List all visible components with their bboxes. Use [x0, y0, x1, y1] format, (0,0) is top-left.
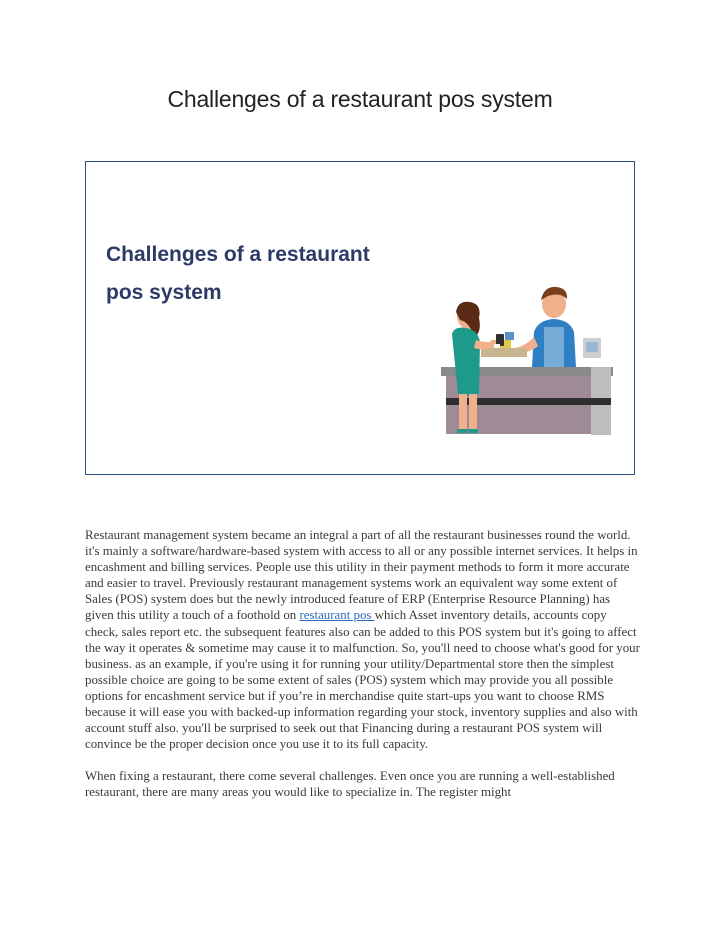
paragraph-2: When fixing a restaurant, there come several challenges. Even once you are running a well-established restaurant, there are many areas you would like to specialize in. The register might	[85, 769, 615, 800]
paragraph-1-part-2: which Asset inventory details, accounts copy check, sales report etc. the subsequent features also can be added to this POS system but it's going to affect the way it operates & sometime may cause it to malfunction. So, you'll need to choose what's good for your business. as an example, if you're using it for running your utility/Departmental store then the simplest possible choice are going to be some extent of sales (POS) system which may provide you all possible options for encashment service but if you’re in merchandise quite start-ups you want to choose RMS because it will ease you with backed-up information regarding your stock, inventory supplies and also with account stuff also. you'll be surprised to seek out that Financing during a restaurant POS system will convince be the proper decision once you use it to its full capacity.	[85, 608, 640, 752]
figure-caption	[106, 236, 370, 312]
register	[481, 348, 527, 357]
header-image	[85, 161, 635, 475]
paragraph-1-part-1: Restaurant management system became an integral a part of all the restaurant businesses round the world. it's mainly a software/hardware-based system with access to all or any possible internet services. It helps in encashment and billing services. People use this utility in their payment methods to form it more accurate and easier to travel. Previously restaurant management systems work an equivalent way some extent of Sales (POS) system does but the newly introduced feature of ERP (Enterprise Resource Planning) has given this utility a touch of a foothold on	[85, 528, 638, 623]
cashier-apron	[544, 327, 564, 367]
restaurant-pos-link[interactable]: restaurant pos	[299, 608, 375, 623]
customer-legs	[459, 394, 467, 430]
page-title: Challenges of a restaurant pos system	[167, 86, 553, 112]
restaurant-pos-illustration	[86, 162, 634, 474]
figure-caption-line-2: pos system	[106, 281, 222, 304]
article-body	[85, 527, 640, 817]
figure-caption-line-1: Challenges of a restaurant	[106, 243, 370, 266]
paragraph-1	[85, 527, 640, 752]
